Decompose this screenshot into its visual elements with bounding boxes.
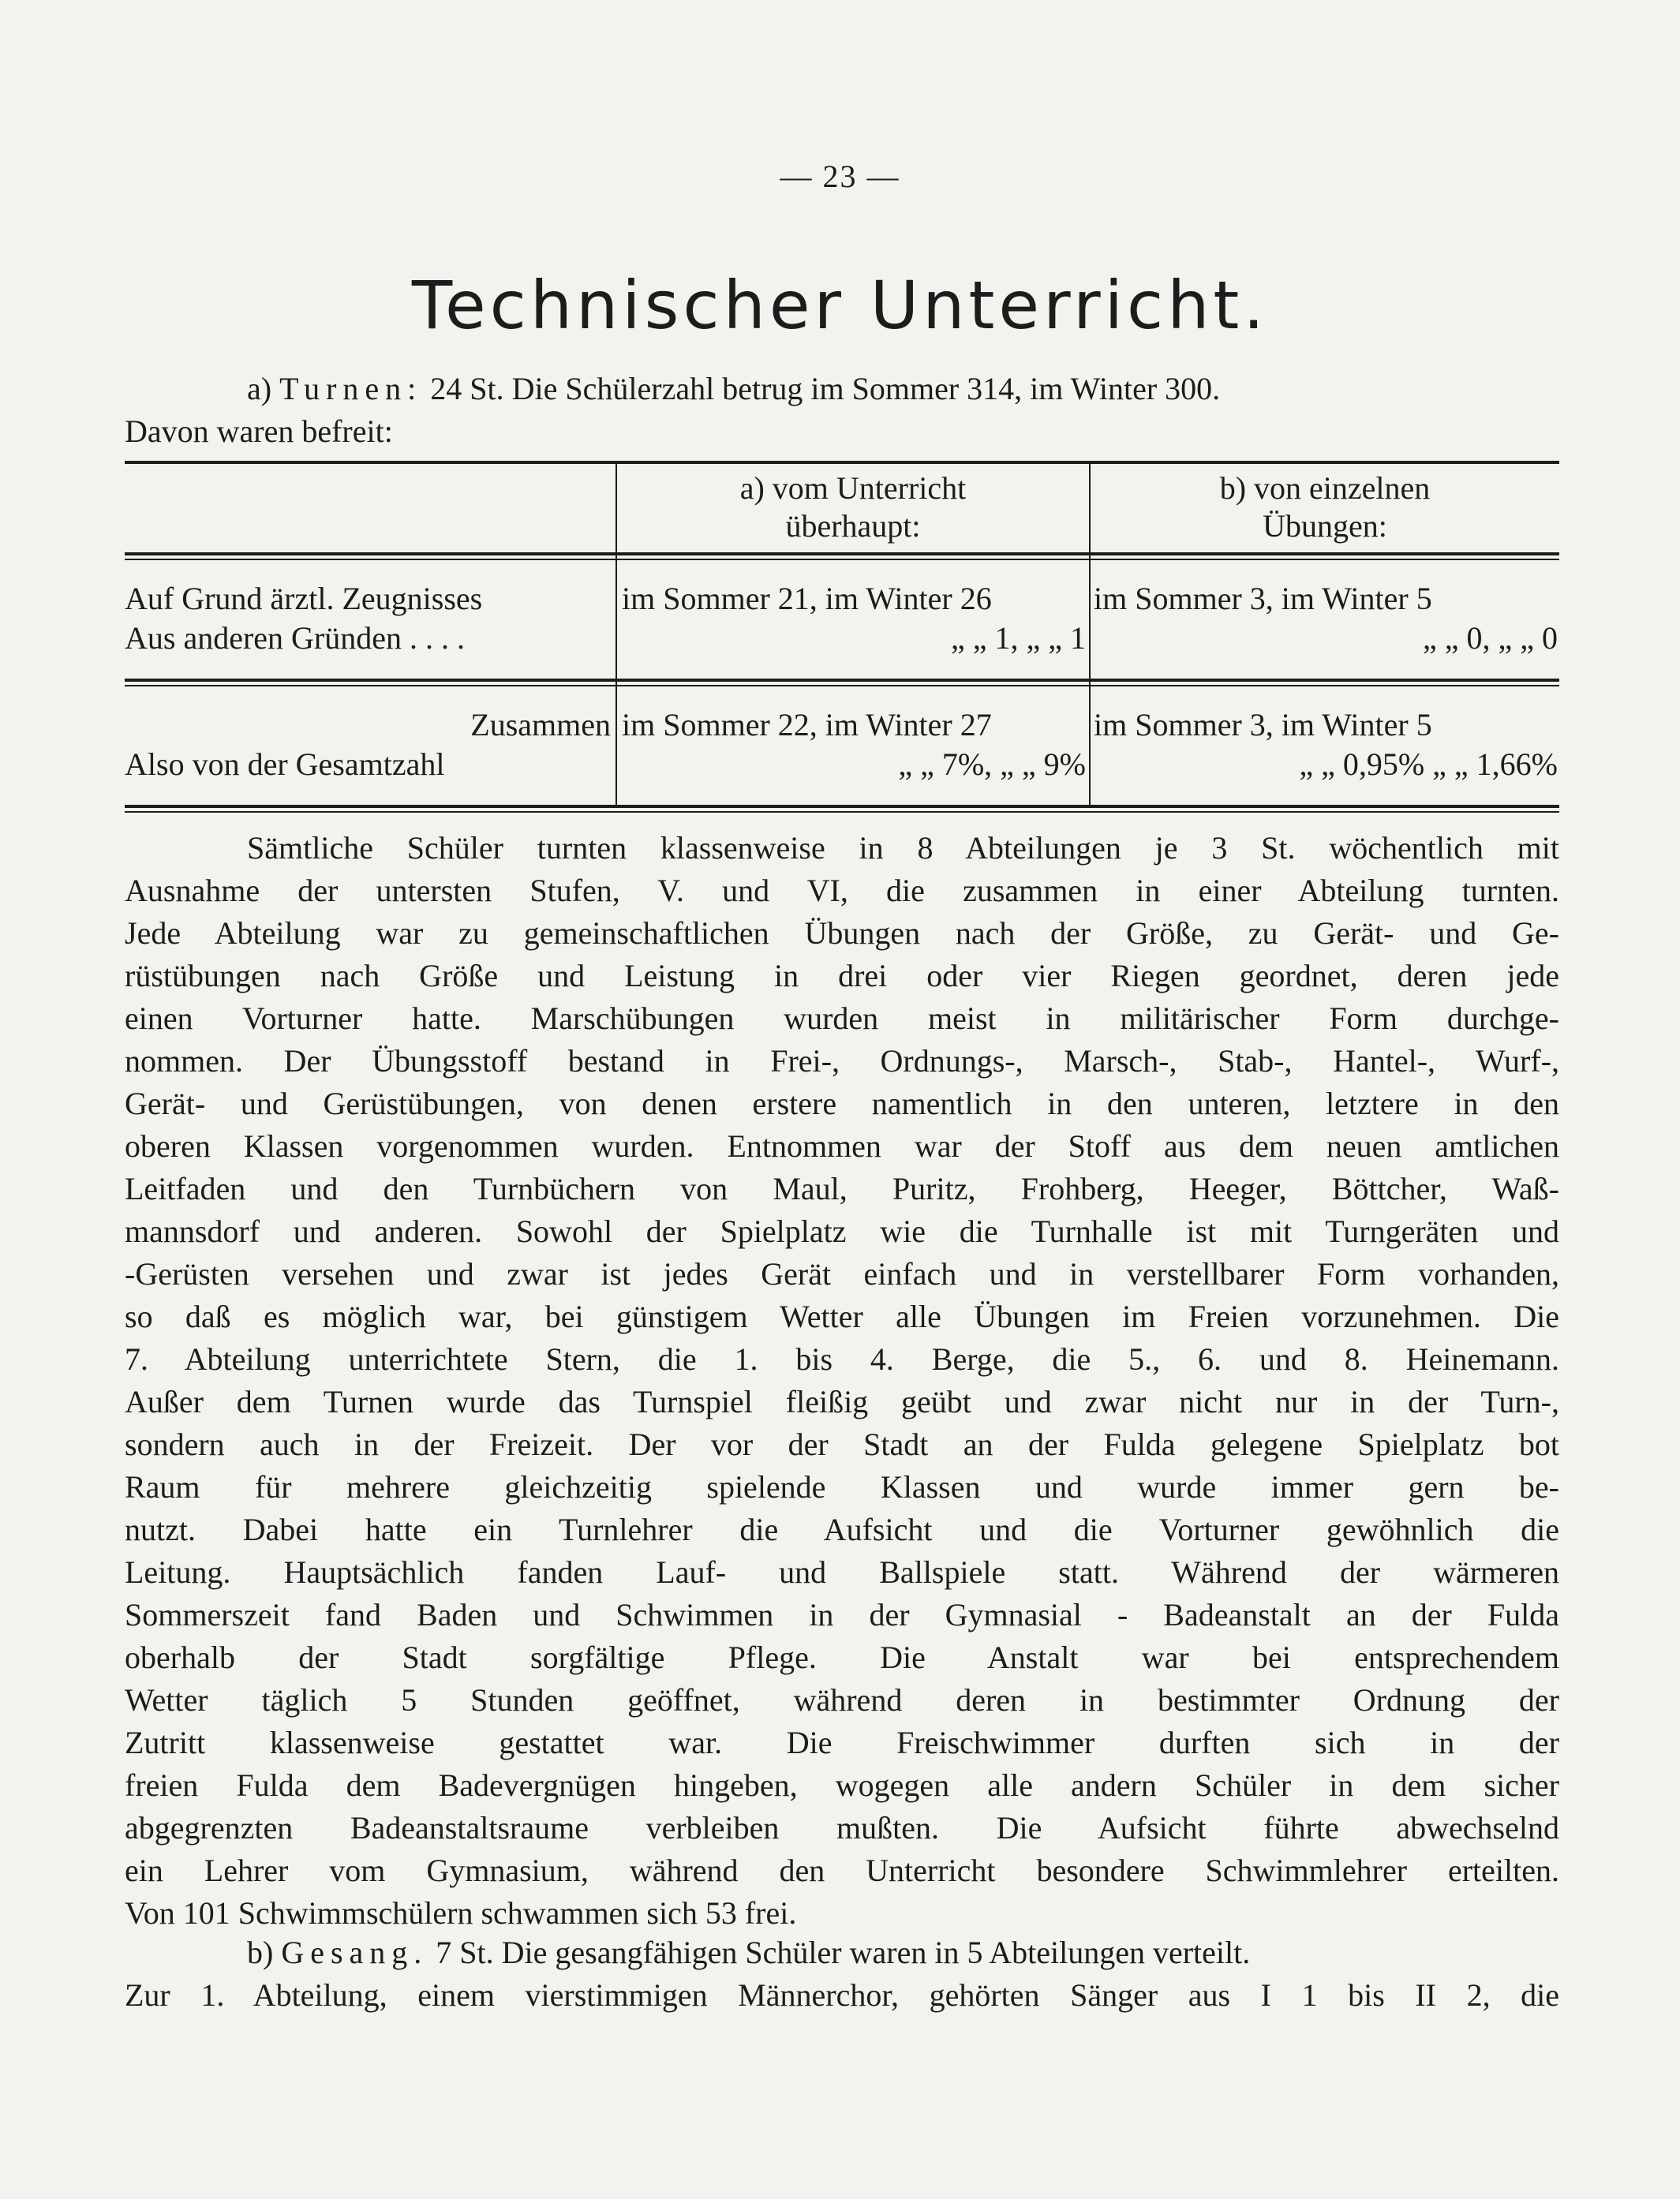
intro-prefix: a): [247, 371, 272, 406]
exemption-table: [125, 461, 1559, 808]
text-line: 7. Abteilung unterrichtete Stern, die 1. bis 4. Berge, die 5., 6. und 8. Heinemann.: [125, 1341, 1559, 1377]
text-line: Gerät- und Gerüstübungen, von denen erstere namentlich in den unteren, letztere in den: [125, 1086, 1559, 1121]
row-value-a: im Sommer 21, im Winter 26: [622, 581, 992, 616]
text-line: Leitung. Hauptsächlich fanden Lauf- und Ballspiele statt. Während der wärmeren: [125, 1554, 1559, 1590]
text-line: Sämtliche Schüler turnten klassenweise in 8 Abteilungen je 3 St. wöchentlich mit: [247, 830, 1559, 866]
section-title: Technischer Unterricht.: [411, 267, 1269, 344]
text-line: Jede Abteilung war zu gemeinschaftlichen Übungen nach der Größe, zu Gerät- und Ge-: [125, 915, 1559, 951]
text-line: -Gerüsten versehen und zwar ist jedes Gerät einfach und in verstellbarer Form vorhanden,: [125, 1256, 1559, 1292]
text-line: einen Vorturner hatte. Marschübungen wurden meist in militärischer Form durchge-: [125, 1000, 1559, 1036]
text-line: Raum für mehrere gleichzeitig spielende Klassen und wurde immer gern be-: [125, 1469, 1559, 1505]
gesang-line-2: Zur 1. Abteilung, einem vierstimmigen Männerchor, gehörten Sänger aus I 1 bis II 2, die: [125, 1977, 1559, 2013]
row-label: Auf Grund ärztl. Zeugnisses: [125, 581, 483, 616]
row-value-b: „ „ 0,95% „ „ 1,66%: [1299, 746, 1558, 782]
text-line: freien Fulda dem Badevergnügen hingeben, wogegen alle andern Schüler in dem sicher: [125, 1767, 1559, 1803]
paragraph-turnen: [125, 827, 1559, 1935]
text-line: oberen Klassen vorgenommen wurden. Entnommen war der Stoff aus dem neuen amtlichen: [125, 1128, 1559, 1164]
intro-rest: 24 St. Die Schülerzahl betrug im Sommer 314, im Winter 300.: [430, 371, 1221, 406]
header-a-line-1: a) vom Unterricht: [739, 470, 967, 506]
gesang-rest: 7 St. Die gesangfähigen Schüler waren in 5 Abteilungen verteilt.: [436, 1935, 1251, 1970]
text-line: sondern auch in der Freizeit. Der vor der Stadt an der Fulda gelegene Spielplatz bot: [125, 1427, 1559, 1462]
text-line: Von 101 Schwimmschülern schwammen sich 53 frei.: [125, 1895, 797, 1931]
table-rule-top: [125, 461, 1559, 464]
row-label: Aus anderen Gründen . . . .: [125, 620, 465, 656]
row-value-b: „ „ 0, „ „ 0: [1422, 620, 1558, 656]
row-label: Also von der Gesamtzahl: [125, 746, 445, 782]
header-b-line-2: Übungen:: [1263, 508, 1387, 544]
header-b-line-1: b) von einzelnen: [1219, 470, 1431, 506]
table-rule-header: [125, 552, 1559, 555]
text-line: mannsdorf und anderen. Sowohl der Spielplatz wie die Turnhalle ist mit Turngeräten und: [125, 1214, 1559, 1249]
text-line: nutzt. Dabei hatte ein Turnlehrer die Aufsicht und die Vorturner gewöhnlich die: [125, 1512, 1559, 1547]
text-line: Zutritt klassenweise gestattet war. Die Freischwimmer durften sich in der: [125, 1725, 1559, 1760]
text-line: oberhalb der Stadt sorgfältige Pflege. Die Anstalt war bei entsprechendem: [125, 1640, 1559, 1675]
row-value-a: „ „ 1, „ „ 1: [950, 620, 1086, 656]
text-line: Außer dem Turnen wurde das Turnspiel fleißig geübt und zwar nicht nur in der Turn-,: [125, 1384, 1559, 1419]
paragraph-gesang: [125, 1932, 1559, 2017]
text-line: Leitfaden und den Turnbüchern von Maul, Puritz, Frohberg, Heeger, Böttcher, Waß-: [125, 1171, 1559, 1206]
intro-line-1: [125, 368, 1559, 410]
table-rule-header-thin: [125, 559, 1559, 560]
header-a-line-2: überhaupt:: [785, 508, 921, 544]
intro-spaced-word: Turnen:: [279, 371, 423, 406]
text-line: Sommerszeit fand Baden und Schwimmen in der Gymnasial - Badeanstalt an der Fulda: [125, 1597, 1559, 1632]
row-label: Zusammen: [470, 707, 611, 742]
text-line: so daß es möglich war, bei günstigem Wetter alle Übungen im Freien vorzunehmen. Die: [125, 1299, 1559, 1334]
gesang-prefix: b): [247, 1935, 274, 1970]
text-line: nommen. Der Übungsstoff bestand in Frei-, Ordnungs-, Marsch-, Stab-, Hantel-, Wurf-,: [125, 1043, 1559, 1079]
gesang-line-1: [125, 1932, 1559, 1974]
intro-line-2: Davon waren befreit:: [125, 413, 393, 449]
row-value-a: „ „ 7%, „ „ 9%: [898, 746, 1086, 782]
row-value-b: im Sommer 3, im Winter 5: [1094, 707, 1432, 742]
table-rule-middle: [125, 679, 1559, 682]
table-rule-bottom-thin: [125, 811, 1559, 813]
row-value-b: im Sommer 3, im Winter 5: [1094, 581, 1432, 616]
table-rule-middle-thin: [125, 685, 1559, 686]
row-value-a: im Sommer 22, im Winter 27: [622, 707, 992, 742]
text-line: abgegrenzten Badeanstaltsraume verbleiben mußten. Die Aufsicht führte abwechselnd: [125, 1810, 1559, 1846]
gesang-spaced-word: Gesang.: [281, 1935, 428, 1970]
text-line: Wetter täglich 5 Stunden geöffnet, während deren in bestimmter Ordnung der: [125, 1682, 1559, 1718]
text-line: rüstübungen nach Größe und Leistung in drei oder vier Riegen geordnet, deren jede: [125, 958, 1559, 993]
page-number: — 23 —: [780, 159, 900, 194]
text-line: ein Lehrer vom Gymnasium, während den Unterricht besondere Schwimmlehrer erteilten.: [125, 1853, 1559, 1888]
text-line: Ausnahme der untersten Stufen, V. und VI, die zusammen in einer Abteilung turnten.: [125, 873, 1559, 908]
table-rule-bottom: [125, 805, 1559, 808]
intro: [125, 368, 1559, 453]
